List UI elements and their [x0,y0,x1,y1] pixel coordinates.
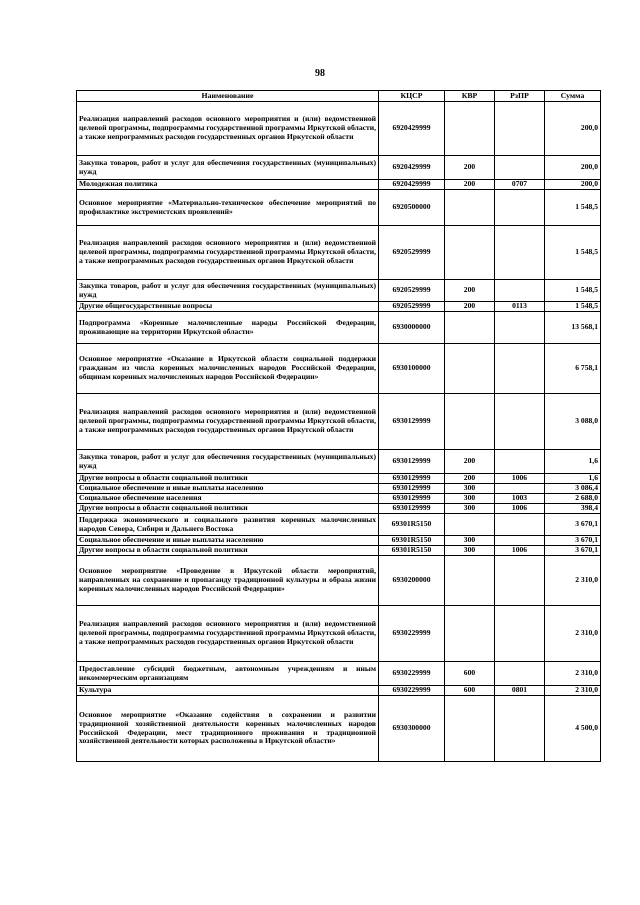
row-kcsr: 6930129999 [379,484,445,494]
row-kvr [445,226,495,280]
row-sum: 3 670,1 [545,536,601,546]
row-sum: 1 548,5 [545,226,601,280]
row-kvr: 200 [445,156,495,180]
row-kcsr: 69301R5150 [379,546,445,556]
header-kcsr: КЦСР [379,91,445,102]
row-sum: 2 688,0 [545,494,601,504]
row-kcsr: 6930129999 [379,394,445,450]
row-name: Закупка товаров, работ и услуг для обеспечения государственных (муниципальных) нужд [77,280,379,302]
row-rzpr: 1006 [495,474,545,484]
table-row [77,662,601,686]
row-name: Молодежная политика [77,180,379,190]
row-rzpr: 1006 [495,504,545,514]
header-sum: Сумма [545,91,601,102]
row-sum: 3 670,1 [545,514,601,536]
row-kcsr: 6930300000 [379,696,445,762]
row-rzpr [495,280,545,302]
row-name: Другие вопросы в области социальной политики [77,504,379,514]
row-sum: 200,0 [545,180,601,190]
row-name: Основное мероприятие «Оказание содействия в сохранении и развитии традиционной хозяйственной деятельности коренных малочисленных народов Российской Федерации, мест традиционного проживания и традиционной хозяйственной деятельности которых расположены в Иркутской области» [77,696,379,762]
table-row [77,302,601,312]
row-sum: 4 500,0 [545,696,601,762]
row-rzpr [495,606,545,662]
row-rzpr [495,344,545,394]
row-kcsr: 6930129999 [379,474,445,484]
row-kvr: 300 [445,484,495,494]
row-kvr: 200 [445,450,495,474]
row-name: Другие общегосударственные вопросы [77,302,379,312]
table-row [77,474,601,484]
row-sum: 13 568,1 [545,312,601,344]
row-kcsr: 6930129999 [379,494,445,504]
row-kvr [445,606,495,662]
page-number: 98 [315,68,325,79]
table-row [77,180,601,190]
row-kcsr: 6920429999 [379,156,445,180]
table-row [77,226,601,280]
row-name: Основное мероприятие «Материально-техническое обеспечение мероприятий по профилактике экстремистских проявлений» [77,190,379,226]
row-sum: 2 310,0 [545,686,601,696]
row-name: Поддержка экономического и социального развития коренных малочисленных народов Севера, Сибири и Дальнего Востока [77,514,379,536]
table-row [77,450,601,474]
table-row [77,536,601,546]
table-row [77,606,601,662]
row-kvr: 300 [445,504,495,514]
row-kcsr: 69301R5150 [379,514,445,536]
row-rzpr: 0801 [495,686,545,696]
row-name: Другие вопросы в области социальной политики [77,474,379,484]
row-kvr [445,514,495,536]
row-name: Культура [77,686,379,696]
table-row [77,556,601,606]
table-row [77,686,601,696]
row-rzpr: 1006 [495,546,545,556]
header-name: Наименование [77,91,379,102]
row-rzpr: 0113 [495,302,545,312]
row-sum: 2 310,0 [545,606,601,662]
row-name: Основное мероприятие «Оказание в Иркутской области социальной поддержки гражданам из числа коренных малочисленных народов Российской Федерации, общинам коренных малочисленных народов Российской Федерации» [77,344,379,394]
row-sum: 1,6 [545,450,601,474]
row-kvr [445,190,495,226]
row-kcsr: 6930200000 [379,556,445,606]
row-kcsr: 6920529999 [379,280,445,302]
row-kcsr: 6920529999 [379,226,445,280]
row-name: Предоставление субсидий бюджетным, автономным учреждениям и иным некоммерческим организациям [77,662,379,686]
row-name: Социальное обеспечение и иные выплаты населению [77,536,379,546]
table-row [77,504,601,514]
row-sum: 1 548,5 [545,190,601,226]
row-sum: 1,6 [545,474,601,484]
row-name: Закупка товаров, работ и услуг для обеспечения государственных (муниципальных) нужд [77,156,379,180]
row-sum: 1 548,5 [545,280,601,302]
row-sum: 2 310,0 [545,556,601,606]
table-row [77,514,601,536]
row-kcsr: 6920500000 [379,190,445,226]
row-name: Социальное обеспечение и иные выплаты населению [77,484,379,494]
row-kvr: 200 [445,474,495,484]
row-name: Закупка товаров, работ и услуг для обеспечения государственных (муниципальных) нужд [77,450,379,474]
row-kvr [445,102,495,156]
row-name: Социальное обеспечение населения [77,494,379,504]
header-kvr: КВР [445,91,495,102]
row-sum: 398,4 [545,504,601,514]
row-rzpr [495,102,545,156]
row-sum: 200,0 [545,102,601,156]
row-rzpr [495,662,545,686]
row-sum: 3 088,0 [545,394,601,450]
row-name: Реализация направлений расходов основного мероприятия и (или) ведомственной целевой программы, подпрограммы государственной программы Иркутской области, а также непрограммных расходов государственных органов Иркутской области [77,226,379,280]
row-kvr: 200 [445,302,495,312]
row-kcsr: 6920429999 [379,102,445,156]
row-sum: 3 670,1 [545,546,601,556]
row-kcsr: 6930100000 [379,344,445,394]
row-kvr [445,312,495,344]
row-name: Реализация направлений расходов основного мероприятия и (или) ведомственной целевой программы, подпрограммы государственной программы Иркутской области, а также непрограммных расходов государственных органов Иркутской области [77,394,379,450]
row-kcsr: 6930000000 [379,312,445,344]
row-kvr [445,394,495,450]
row-kvr: 300 [445,494,495,504]
row-kcsr: 6920529999 [379,302,445,312]
row-rzpr [495,696,545,762]
table-header-row [77,91,601,102]
row-name: Основное мероприятие «Проведение в Иркутской области мероприятий, направленных на сохранение и пропаганду традиционной культуры и образа жизни коренных малочисленных народов Российской Федерации» [77,556,379,606]
row-kvr: 300 [445,546,495,556]
row-kvr: 300 [445,536,495,546]
row-name: Реализация направлений расходов основного мероприятия и (или) ведомственной целевой программы, подпрограммы государственной программы Иркутской области, а также непрограммных расходов государственных органов Иркутской области [77,102,379,156]
row-kvr [445,556,495,606]
table-row [77,394,601,450]
row-rzpr [495,450,545,474]
row-kvr [445,696,495,762]
row-kcsr: 69301R5150 [379,536,445,546]
table-row [77,280,601,302]
row-kvr: 600 [445,662,495,686]
row-kcsr: 6930229999 [379,606,445,662]
row-sum: 1 548,5 [545,302,601,312]
row-kvr: 600 [445,686,495,696]
row-rzpr [495,536,545,546]
row-kcsr: 6920429999 [379,180,445,190]
table-row [77,344,601,394]
row-rzpr [495,514,545,536]
budget-table [76,90,601,762]
row-sum: 2 310,0 [545,662,601,686]
row-name: Подпрограмма «Коренные малочисленные народы Российской Федерации, проживающие на территории Иркутской области» [77,312,379,344]
row-kcsr: 6930229999 [379,686,445,696]
row-rzpr: 1003 [495,494,545,504]
row-rzpr [495,556,545,606]
row-rzpr [495,312,545,344]
table-row [77,546,601,556]
table-row [77,484,601,494]
row-kcsr: 6930129999 [379,450,445,474]
table-row [77,494,601,504]
table-row [77,102,601,156]
table-row [77,696,601,762]
row-rzpr [495,156,545,180]
row-sum: 3 086,4 [545,484,601,494]
row-kcsr: 6930129999 [379,504,445,514]
row-kvr [445,344,495,394]
row-name: Реализация направлений расходов основного мероприятия и (или) ведомственной целевой программы, подпрограммы государственной программы Иркутской области, а также непрограммных расходов государственных органов Иркутской области [77,606,379,662]
table-row [77,312,601,344]
row-rzpr [495,484,545,494]
row-sum: 200,0 [545,156,601,180]
row-rzpr [495,190,545,226]
row-sum: 6 758,1 [545,344,601,394]
row-kvr: 200 [445,280,495,302]
row-kcsr: 6930229999 [379,662,445,686]
table-row [77,190,601,226]
row-name: Другие вопросы в области социальной политики [77,546,379,556]
row-rzpr [495,394,545,450]
row-rzpr: 0707 [495,180,545,190]
table-row [77,156,601,180]
row-kvr: 200 [445,180,495,190]
header-rzpr: РзПР [495,91,545,102]
row-rzpr [495,226,545,280]
